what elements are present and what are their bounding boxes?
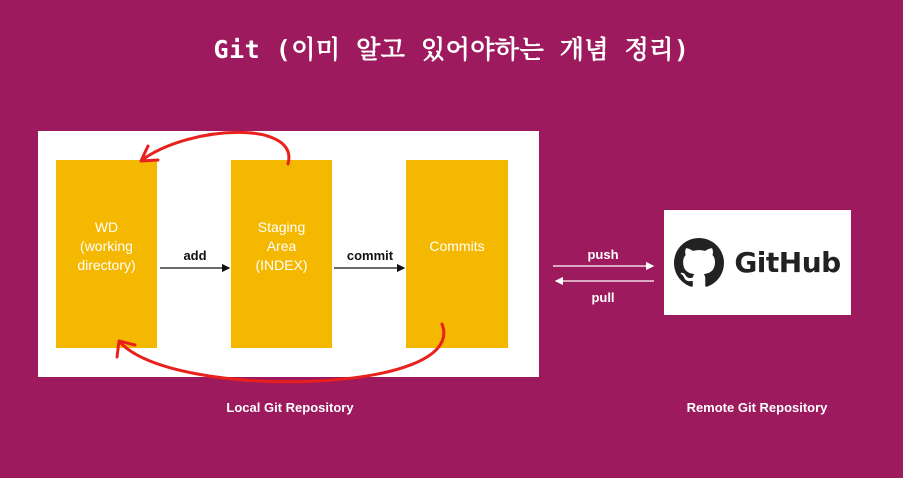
local-repository-caption: Local Git Repository — [226, 400, 354, 415]
staging-to-wd-curve — [142, 132, 289, 164]
working-directory-label: WD (working directory) — [77, 219, 136, 273]
push-label: push — [587, 247, 619, 262]
remote-repository-caption: Remote Git Repository — [686, 400, 828, 415]
github-card — [664, 210, 851, 315]
commits-to-wd-curve — [120, 324, 444, 382]
github-logo-text: GitHub — [734, 246, 841, 279]
staging-area-label: Staging Area (INDEX) — [255, 219, 308, 273]
commits-label: Commits — [429, 238, 485, 254]
diagram-title: Git (이미 알고 있어야하는 개념 정리) — [213, 35, 690, 64]
commit-label: commit — [346, 248, 394, 263]
github-octocat-icon — [674, 238, 724, 288]
pull-label: pull — [591, 290, 615, 305]
add-label: add — [183, 248, 207, 263]
